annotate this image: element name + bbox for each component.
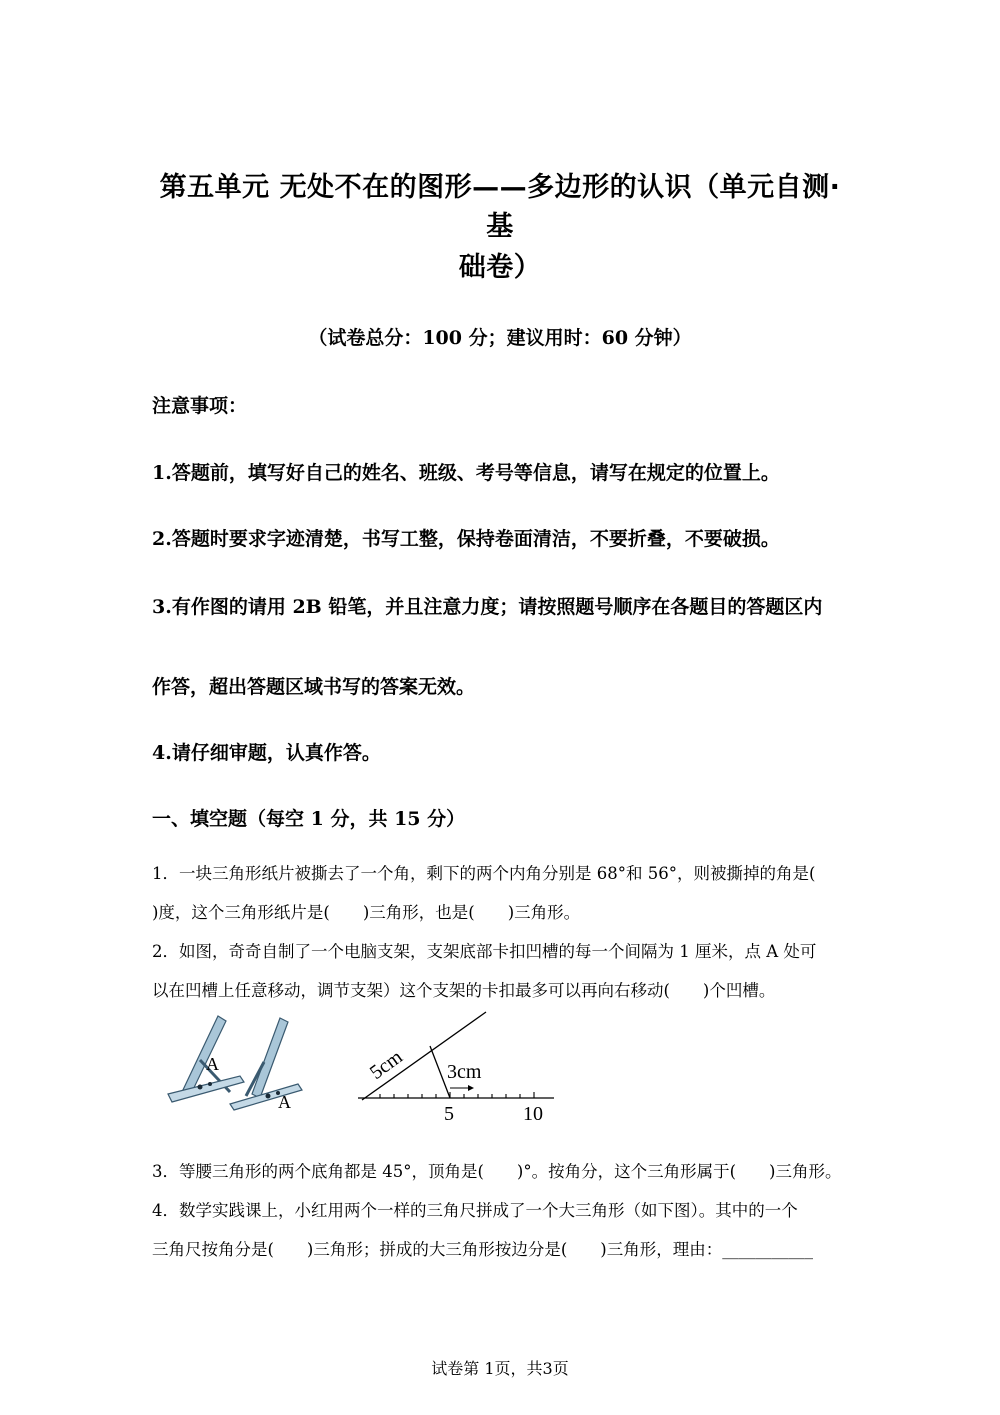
question-1-line1: 1．一块三角形纸片被撕去了一个角，剩下的两个内角分别是 68°和 56°，则被撕掉的角是( (152, 864, 816, 883)
stand-label-a-right: A (278, 1092, 291, 1112)
stand-notch (208, 1082, 212, 1086)
notice-heading: 注意事项： (152, 395, 248, 417)
notice-item-4: 4.请仔细审题，认真作答。 (152, 742, 381, 764)
stand-notch (266, 1094, 271, 1099)
stand-label-a-left: A (206, 1054, 219, 1074)
geometry-diagram (350, 1008, 560, 1128)
question-2-line2: 以在凹槽上任意移动，调节支架）这个支架的卡扣最多可以再向右移动( )个凹槽。 (152, 981, 776, 1000)
stand-left-base (168, 1076, 244, 1102)
page-title-line1: 第五单元 无处不在的图形——多边形的认识（单元自测·基 (159, 172, 841, 242)
laptop-stand-figure (160, 1012, 310, 1114)
page-title-line2: 础卷） (458, 252, 542, 283)
question-2-line1: 2．如图，奇奇自制了一个电脑支架，支架底部卡扣凹槽的每一个间隔为 1 厘米，点 A 处可 (152, 942, 817, 961)
notice-item-2: 2.答题时要求字迹清楚，书写工整，保持卷面清洁，不要折叠，不要破损。 (152, 528, 780, 550)
stand-right-arm (252, 1018, 288, 1098)
stand-notch (198, 1085, 203, 1090)
tick-label-5: 5 (444, 1103, 454, 1125)
notice-item-3-line2: 作答，超出答题区域书写的答案无效。 (152, 676, 476, 698)
section-heading-fill-in: 一、填空题（每空 1 分，共 15 分） (152, 808, 466, 830)
question-1-line2: )度，这个三角形纸片是( )三角形，也是( )三角形。 (152, 903, 581, 922)
tick-label-10: 10 (523, 1103, 543, 1125)
notice-item-3-line1: 3.有作图的请用 2B 铅笔，并且注意力度；请按照题号顺序在各题目的答题区内 (152, 596, 823, 618)
ruler-ticks (380, 1092, 534, 1098)
arrow-head-icon (468, 1085, 474, 1091)
page-footer: 试卷第 1页，共3页 (431, 1359, 569, 1378)
exam-info: （试卷总分：100 分；建议用时：60 分钟） (308, 327, 692, 349)
question-4-line2: 三角尺按角分是( )三角形；拼成的大三角形按边分是( )三角形，理由：___________ (152, 1240, 813, 1259)
notice-item-1: 1.答题前，填写好自己的姓名、班级、考号等信息，请写在规定的位置上。 (152, 462, 780, 484)
label-3cm: 3cm (447, 1061, 482, 1083)
question-3: 3．等腰三角形的两个底角都是 45°，顶角是( )°。按角分，这个三角形属于( )三角形。 (152, 1162, 842, 1181)
label-5cm: 5cm (365, 1045, 407, 1084)
question-4-line1: 4．数学实践课上，小红用两个一样的三角尺拼成了一个大三角形（如下图）。其中的一个 (152, 1201, 798, 1220)
